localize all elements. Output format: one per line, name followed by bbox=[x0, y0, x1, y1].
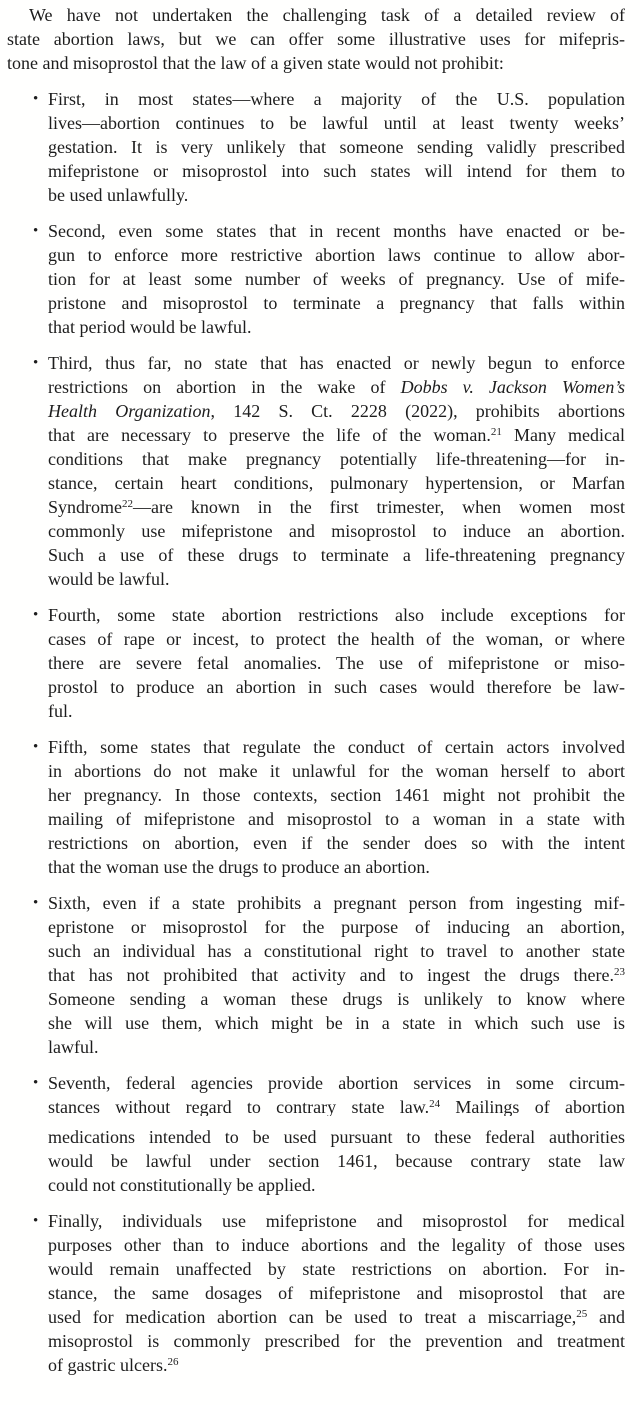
text-line bbox=[48, 135, 625, 159]
text-segment: Syndrome bbox=[48, 497, 122, 517]
text-segment: in abortions do not make it unlawful for the woman herself to abort bbox=[48, 761, 625, 781]
intro-paragraph bbox=[7, 3, 625, 75]
text-line bbox=[48, 243, 625, 267]
footnote-reference: 24 bbox=[429, 1098, 441, 1110]
text-segment: tion for at least some number of weeks of pregnancy. Use of mife- bbox=[48, 269, 625, 289]
list-item bbox=[7, 1209, 625, 1377]
text-line bbox=[7, 3, 625, 27]
text-line bbox=[48, 495, 625, 519]
text-segment: Finally, individuals use mifepristone and misoprostol for medical bbox=[48, 1211, 625, 1231]
text-segment: that the woman use the drugs to produce an abortion. bbox=[48, 857, 430, 877]
footnote-reference: 23 bbox=[614, 966, 625, 978]
text-line bbox=[48, 159, 625, 183]
text-segment: that are necessary to preserve the life of the woman. bbox=[48, 425, 491, 445]
text-line bbox=[48, 1233, 625, 1257]
text-line bbox=[48, 1257, 625, 1281]
text-segment: lawful. bbox=[48, 1037, 99, 1057]
text-segment: would be lawful. bbox=[48, 569, 170, 589]
text-segment: that period would be lawful. bbox=[48, 317, 252, 337]
text-segment: , 142 S. Ct. 2228 (2022), prohibits abortions bbox=[210, 401, 625, 421]
text-segment: Mailings of abortion bbox=[440, 1097, 625, 1116]
text-segment: Sixth, even if a state prohibits a pregnant person from ingesting mif- bbox=[48, 893, 625, 913]
text-segment: restrictions on abortion, even if the sender does so with the intent bbox=[48, 833, 625, 853]
bullet-text bbox=[48, 1071, 625, 1197]
bullet-text bbox=[48, 219, 625, 339]
text-line bbox=[48, 399, 625, 423]
text-line bbox=[48, 1329, 625, 1353]
text-segment: lives—abortion continues to be lawful until at least twenty weeks’ bbox=[48, 113, 625, 133]
text-line bbox=[48, 603, 625, 627]
text-line bbox=[48, 1011, 625, 1035]
bullet-icon: • bbox=[33, 1213, 39, 1229]
list-item bbox=[7, 735, 625, 879]
text-segment: she will use them, which might be in a state in which such use is bbox=[48, 1013, 625, 1033]
text-line bbox=[48, 447, 625, 471]
bullet-text bbox=[48, 603, 625, 723]
list-item bbox=[7, 351, 625, 591]
text-segment: epristone or misoprostol for the purpose of inducing an abortion, bbox=[48, 917, 625, 937]
text-segment: pristone and misoprostol to terminate a pregnancy that falls within bbox=[48, 293, 625, 313]
text-line bbox=[48, 291, 625, 315]
text-segment: such an individual has a constitutional right to travel to another state bbox=[48, 941, 625, 961]
text-line bbox=[48, 87, 625, 111]
text-segment: mifepristone or misoprostol into such states will intend for them to bbox=[48, 161, 625, 181]
text-line bbox=[48, 315, 625, 339]
bullet-icon: • bbox=[33, 1075, 39, 1091]
text-segment: would be lawful under section 1461, because contrary state law bbox=[48, 1151, 625, 1171]
bullet-icon: • bbox=[33, 895, 39, 911]
text-segment: cases of rape or incest, to protect the health of the woman, or where bbox=[48, 629, 625, 649]
text-line bbox=[48, 759, 625, 783]
text-line bbox=[48, 939, 625, 963]
text-segment: state abortion laws, but we can offer some illustrative uses for mifepris- bbox=[7, 29, 625, 49]
text-line bbox=[48, 111, 625, 135]
text-segment: used for medication abortion can be used to treat a miscarriage, bbox=[48, 1307, 577, 1327]
list-item bbox=[7, 87, 625, 207]
text-line bbox=[48, 987, 625, 1011]
text-line bbox=[48, 807, 625, 831]
text-line bbox=[48, 1305, 625, 1329]
text-segment: and bbox=[587, 1307, 625, 1327]
list-item bbox=[7, 891, 625, 1059]
text-line bbox=[48, 783, 625, 807]
text-line bbox=[48, 1035, 625, 1059]
text-segment: Third, thus far, no state that has enacted or newly begun to enforce bbox=[48, 353, 625, 373]
text-line bbox=[48, 651, 625, 675]
text-segment: —are known in the first trimester, when women most bbox=[133, 497, 625, 517]
case-citation-italic: Dobbs v. Jackson Women’s bbox=[400, 377, 625, 397]
footnote-reference: 25 bbox=[576, 1308, 588, 1320]
text-line bbox=[48, 1149, 625, 1173]
text-segment: prostol to produce an abortion in such cases would therefore be law- bbox=[48, 677, 625, 697]
case-citation-italic: Health Organization bbox=[48, 401, 211, 421]
text-segment: We have not undertaken the challenging task of a detailed review of bbox=[29, 5, 625, 25]
text-segment: mailing of mifepristone and misoprostol to a woman in a state with bbox=[48, 809, 625, 829]
text-segment: ful. bbox=[48, 701, 73, 721]
footnote-reference: 26 bbox=[167, 1356, 179, 1368]
text-segment: First, in most states—where a majority of the U.S. population bbox=[48, 89, 625, 109]
list-item bbox=[7, 603, 625, 723]
footnote-reference: 21 bbox=[490, 426, 502, 438]
text-line bbox=[48, 567, 625, 591]
text-line bbox=[48, 1125, 625, 1149]
bullet-list bbox=[7, 87, 625, 1377]
text-line bbox=[48, 627, 625, 651]
text-line bbox=[7, 27, 625, 51]
text-line bbox=[7, 51, 625, 75]
text-line bbox=[48, 471, 625, 495]
text-line bbox=[48, 1281, 625, 1305]
bullet-text bbox=[48, 87, 625, 207]
text-line bbox=[48, 183, 625, 207]
bullet-text bbox=[48, 735, 625, 879]
text-segment: gun to enforce more restrictive abortion laws continue to allow abor- bbox=[48, 245, 625, 265]
text-segment: Seventh, federal agencies provide abortion services in some circum- bbox=[48, 1073, 625, 1093]
text-segment: could not constitutionally be applied. bbox=[48, 1175, 316, 1195]
text-segment: commonly use mifepristone and misoprostol to induce an abortion. bbox=[48, 521, 625, 541]
text-segment: stance, the same dosages of mifepristone and misoprostol that are bbox=[48, 1283, 625, 1303]
bullet-icon: • bbox=[33, 739, 39, 755]
text-segment: conditions that make pregnancy potentially life-threatening—for in- bbox=[48, 449, 625, 469]
bullet-text bbox=[48, 351, 625, 591]
text-line bbox=[48, 1209, 625, 1233]
text-line bbox=[48, 1095, 625, 1116]
text-line bbox=[48, 1173, 625, 1197]
text-line bbox=[48, 351, 625, 375]
text-segment: would remain unaffected by state restrictions on abortion. For in- bbox=[48, 1259, 625, 1279]
text-segment: stances without regard to contrary state law. bbox=[48, 1097, 430, 1116]
text-segment: stance, certain heart conditions, pulmonary hypertension, or Marfan bbox=[48, 473, 625, 493]
text-segment: gestation. It is very unlikely that someone sending validly prescribed bbox=[48, 137, 625, 157]
bullet-text bbox=[48, 891, 625, 1059]
text-segment: restrictions on abortion in the wake of bbox=[48, 377, 401, 397]
text-segment: medications intended to be used pursuant to these federal authorities bbox=[48, 1127, 625, 1147]
text-segment: purposes other than to induce abortions and the legality of those uses bbox=[48, 1235, 625, 1255]
text-segment: be used unlawfully. bbox=[48, 185, 189, 205]
text-segment: her pregnancy. In those contexts, section 1461 might not prohibit the bbox=[48, 785, 625, 805]
text-line bbox=[48, 1353, 625, 1377]
list-item bbox=[7, 1071, 625, 1197]
text-line bbox=[48, 891, 625, 915]
bullet-icon: • bbox=[33, 355, 39, 371]
text-line bbox=[48, 375, 625, 399]
text-segment: there are severe fetal anomalies. The use of mifepristone or miso- bbox=[48, 653, 625, 673]
text-line bbox=[48, 267, 625, 291]
bullet-icon: • bbox=[33, 91, 39, 107]
bullet-text bbox=[48, 1209, 625, 1377]
text-line bbox=[48, 219, 625, 243]
text-line bbox=[48, 1071, 625, 1095]
text-segment: Such a use of these drugs to terminate a life-threatening pregnancy bbox=[48, 545, 625, 565]
text-line bbox=[48, 699, 625, 723]
text-line bbox=[48, 855, 625, 879]
text-line bbox=[48, 423, 625, 447]
text-segment: Fourth, some state abortion restrictions also include exceptions for bbox=[48, 605, 625, 625]
text-segment: Fifth, some states that regulate the conduct of certain actors involved bbox=[48, 737, 625, 757]
text-line bbox=[48, 831, 625, 855]
text-line bbox=[48, 543, 625, 567]
list-item bbox=[7, 219, 625, 339]
text-line bbox=[48, 519, 625, 543]
text-segment: Many medical bbox=[501, 425, 625, 445]
bullet-icon: • bbox=[33, 223, 39, 239]
text-line bbox=[48, 675, 625, 699]
text-segment: Second, even some states that in recent months have enacted or be- bbox=[48, 221, 625, 241]
text-segment: of gastric ulcers. bbox=[48, 1355, 168, 1375]
text-segment: tone and misoprostol that the law of a given state would not prohibit: bbox=[7, 53, 504, 73]
bullet-icon: • bbox=[33, 607, 39, 623]
text-line bbox=[48, 963, 625, 987]
text-line bbox=[48, 735, 625, 759]
text-segment: that has not prohibited that activity and to ingest the drugs there. bbox=[48, 965, 614, 985]
text-line bbox=[48, 915, 625, 939]
text-segment: misoprostol is commonly prescribed for the prevention and treatment bbox=[48, 1331, 625, 1351]
text-segment: Someone sending a woman these drugs is unlikely to know where bbox=[48, 989, 625, 1009]
footnote-reference: 22 bbox=[122, 498, 133, 510]
